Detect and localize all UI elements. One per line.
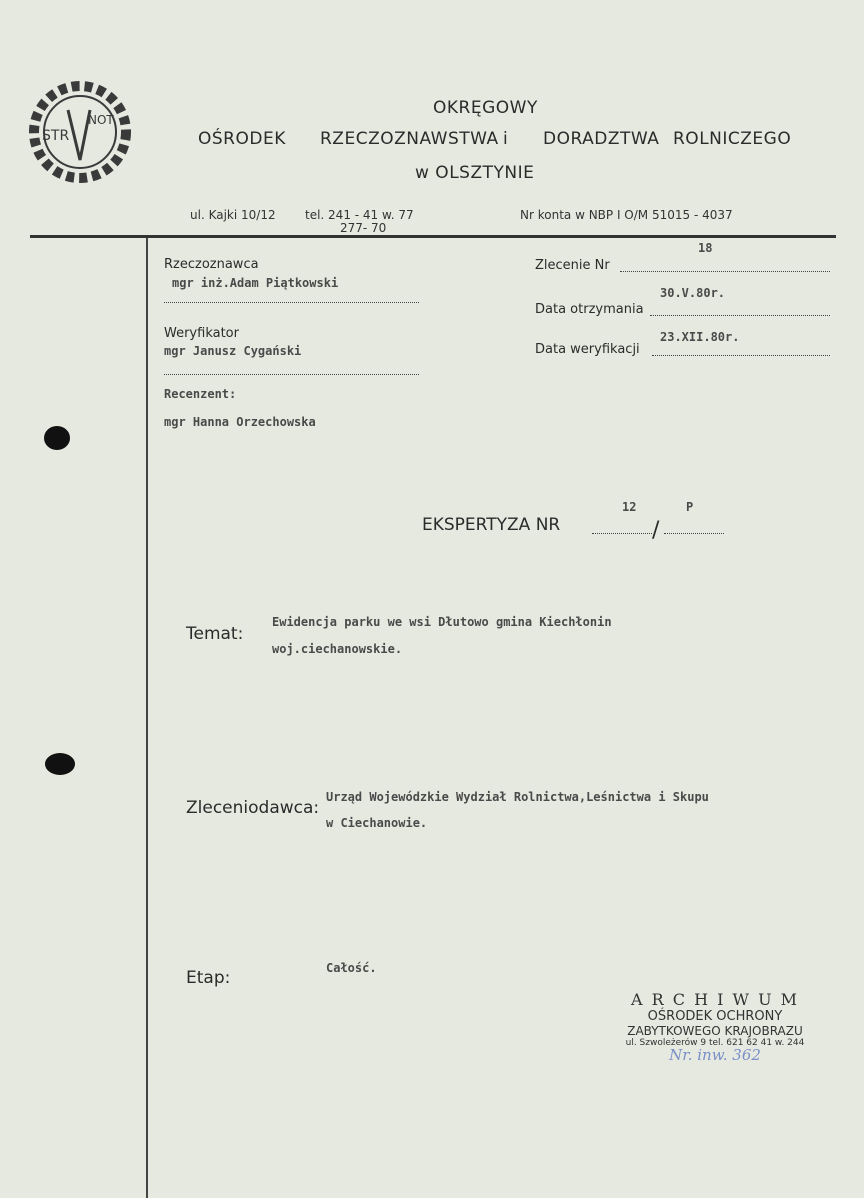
header-rolniczego: ROLNICZEGO: [673, 129, 792, 149]
margin-line: [146, 238, 148, 1198]
stamp-line4: ul. Szwoleżerów 9 tel. 621 62 41 w. 244: [625, 1038, 805, 1048]
zlecenie-dotted-line: [620, 271, 830, 272]
zlecenie-label: Zlecenie Nr: [535, 258, 610, 273]
data-otrzymania-dotted-line: [650, 315, 830, 316]
temat-label: Temat:: [186, 624, 244, 644]
str-not-logo: [28, 80, 133, 185]
zleceniodawca-line2: w Ciechanowie.: [326, 816, 428, 830]
svg-text:NOT: NOT: [88, 113, 114, 127]
ekspertyza-suffix: P: [686, 500, 694, 514]
data-weryfikacji-dotted-line: [652, 355, 830, 356]
punch-hole-mark: [44, 426, 70, 450]
header-city: w OLSZTYNIE: [415, 163, 535, 183]
temat-line1: Ewidencja parku we wsi Dłutowo gmina Kiechłonin: [272, 615, 612, 629]
archive-stamp: [600, 990, 830, 1064]
rzeczoznawca-label: Rzeczoznawca: [164, 257, 259, 272]
handwritten-inventory-number: Nr. inw. 362: [669, 1046, 761, 1064]
header-line1: OKRĘGOWY: [433, 98, 538, 118]
stamp-line2: OŚRODEK OCHRONY: [647, 1009, 783, 1024]
zlecenie-value: 18: [698, 241, 713, 255]
zleceniodawca-line1: Urząd Wojewódzkie Wydział Rolnictwa,Leśnictwa i Skupu: [326, 790, 709, 804]
phone-2: 277- 70: [340, 221, 387, 235]
data-otrzymania-label: Data otrzymania: [535, 302, 644, 317]
ekspertyza-slash: /: [652, 518, 660, 543]
phone: tel. 241 - 41 w. 77: [305, 208, 414, 222]
ekspertyza-number: 12: [622, 500, 637, 514]
etap-value: Całość.: [326, 961, 377, 975]
stamp-line1: A R C H I W U M: [630, 990, 800, 1009]
weryfikator-value: mgr Janusz Cygański: [164, 344, 302, 358]
data-otrzymania-value: 30.V.80r.: [660, 286, 726, 300]
svg-text:STR: STR: [42, 128, 70, 144]
ekspertyza-label: EKSPERTYZA NR: [422, 515, 561, 535]
data-weryfikacji-label: Data weryfikacji: [535, 342, 640, 357]
rzeczoznawca-value: mgr inż.Adam Piątkowski: [172, 276, 339, 290]
header-osrodek: OŚRODEK: [198, 129, 286, 149]
weryfikator-label: Weryfikator: [164, 326, 239, 341]
address: ul. Kajki 10/12: [190, 208, 276, 222]
punch-hole-mark: [45, 753, 75, 775]
temat-line2: woj.ciechanowskie.: [272, 642, 403, 656]
ekspertyza-dotted-line-2: [664, 533, 724, 534]
recenzent-value: mgr Hanna Orzechowska: [164, 415, 316, 429]
header-i: i: [503, 129, 509, 149]
data-weryfikacji-value: 23.XII.80r.: [660, 330, 740, 344]
weryfikator-dotted-line: [164, 374, 419, 375]
zleceniodawca-label: Zleceniodawca:: [186, 798, 320, 818]
ekspertyza-dotted-line-1: [592, 533, 652, 534]
etap-label: Etap:: [186, 968, 231, 988]
rzeczoznawca-dotted-line: [164, 302, 419, 303]
bank-account: Nr konta w NBP I O/M 51015 - 4037: [520, 208, 733, 222]
header-divider: [30, 235, 836, 238]
header-doradztwa: DORADZTWA: [543, 129, 660, 149]
stamp-line3: ZABYTKOWEGO KRAJOBRAZU: [627, 1024, 803, 1038]
header-rzeczoznawstwa: RZECZOZNAWSTWA: [320, 129, 499, 149]
recenzent-label: Recenzent:: [164, 387, 237, 401]
